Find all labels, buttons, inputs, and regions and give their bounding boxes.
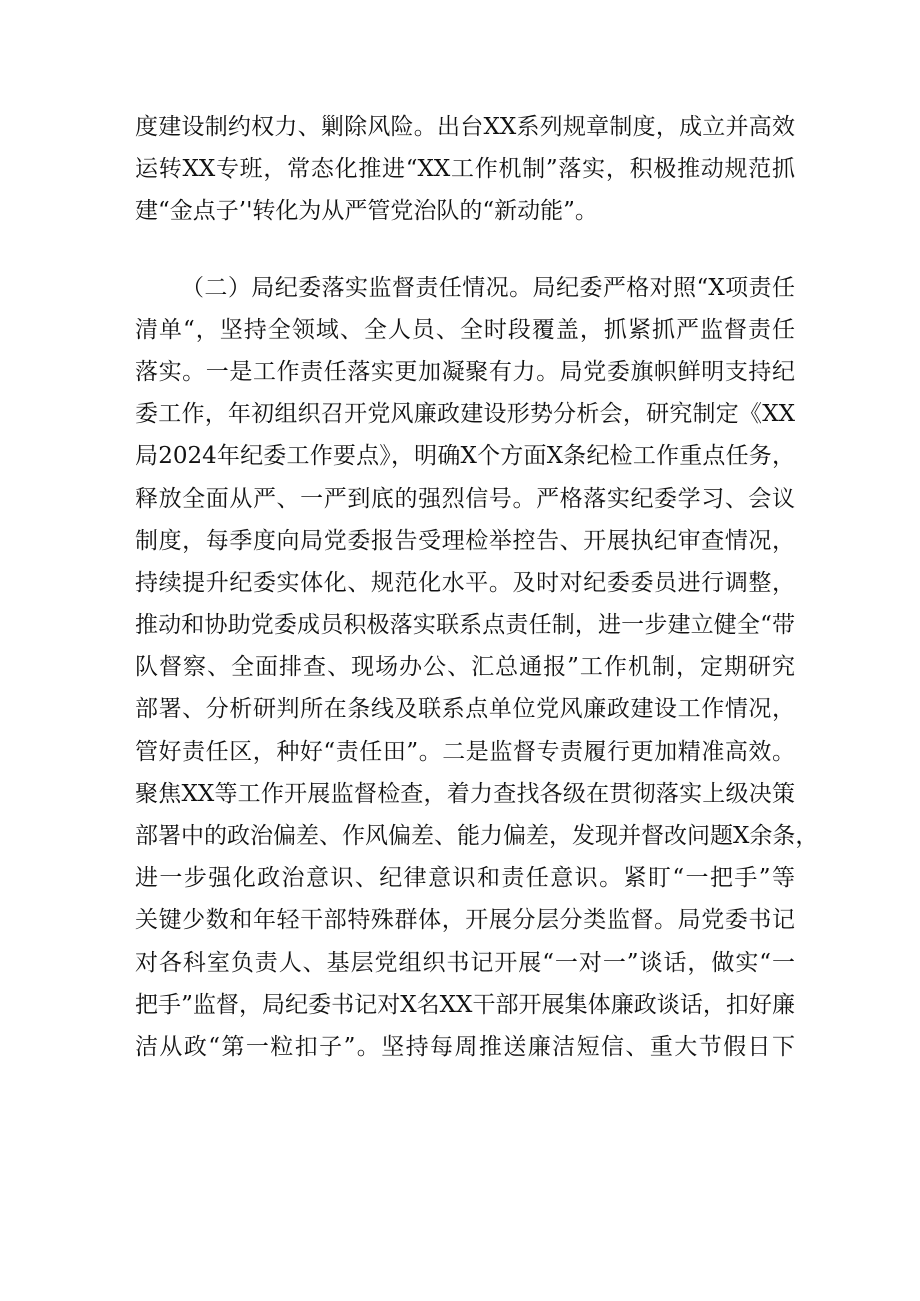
text-line: 局2024年纪委工作要点》，明确X个方面X条纪检工作重点任务， (135, 443, 795, 470)
text-line: 对各科室负责人、基层党组织书记开展“一对一”谈话，做实“一 (135, 949, 795, 976)
text-line: 度建设制约权力、剿除风险。出台XX系列规章制度，成立并高效 (135, 114, 795, 140)
text-line: 清单“，坚持全领域、全人员、全时段覆盖，抓紧抓严监督责任 (135, 316, 795, 343)
text-line: 推动和协助党委成员积极落实联系点责任制，进一步建立健全“带 (135, 612, 795, 639)
text-line: （二）局纪委落实监督责任情况。局纪委严格对照“X项责任 (181, 274, 795, 301)
text-line: 持续提升纪委实体化、规范化水平。及时对纪委委员进行调整， (135, 569, 795, 596)
text-line: 进一步强化政治意识、纪律意识和责任意识。紧盯“一把手”等 (135, 865, 795, 892)
paragraph-spacer (135, 233, 795, 267)
text-line: 聚焦XX等工作开展监督检查，着力查找各级在贯彻落实上级决策 (135, 780, 795, 807)
paragraph-2 (135, 267, 819, 1069)
text-line: 释放全面从严、一严到底的强烈信号。严格落实纪委学习、会议 (135, 485, 795, 512)
document-body (135, 106, 819, 1068)
text-line: 制度，每季度向局党委报告受理检举控告、开展执纪审查情况， (135, 527, 795, 554)
text-line: 管好责任区，种好“责任田”。二是监督专责履行更加精准高效。 (135, 738, 795, 765)
text-line: 委工作，年初组织召开党风廉政建设形势分析会，研究制定《XX (135, 401, 795, 428)
text-line: 队督察、全面排查、现场办公、汇总通报”工作机制，定期研究 (135, 654, 795, 681)
text-line: 把手”监督，局纪委书记对X名XX干部开展集体廉政谈话，扣好廉 (135, 991, 795, 1018)
text-line: 部署、分析研判所在条线及联系点单位党风廉政建设工作情况， (135, 696, 795, 723)
text-line: 运转XX专班，常态化推进“XX工作机制”落实，积极推动规范抓 (135, 156, 795, 183)
text-line: 建“金点子’'转化为从严管党治队的“新动能”。 (135, 198, 598, 225)
text-line: 落实。一是工作责任落实更加凝聚有力。局党委旗帜鲜明支持纪 (135, 358, 795, 385)
text-line: 洁从政“第一粒扣子”。坚持每周推送廉洁短信、重大节假日下 (135, 1033, 795, 1060)
paragraph-1 (135, 106, 795, 233)
text-line: 部署中的政治偏差、作风偏差、能力偏差，发现并督改问题X余条， (135, 823, 819, 849)
text-line: 关键少数和年轻干部特殊群体，开展分层分类监督。局党委书记 (135, 907, 795, 934)
